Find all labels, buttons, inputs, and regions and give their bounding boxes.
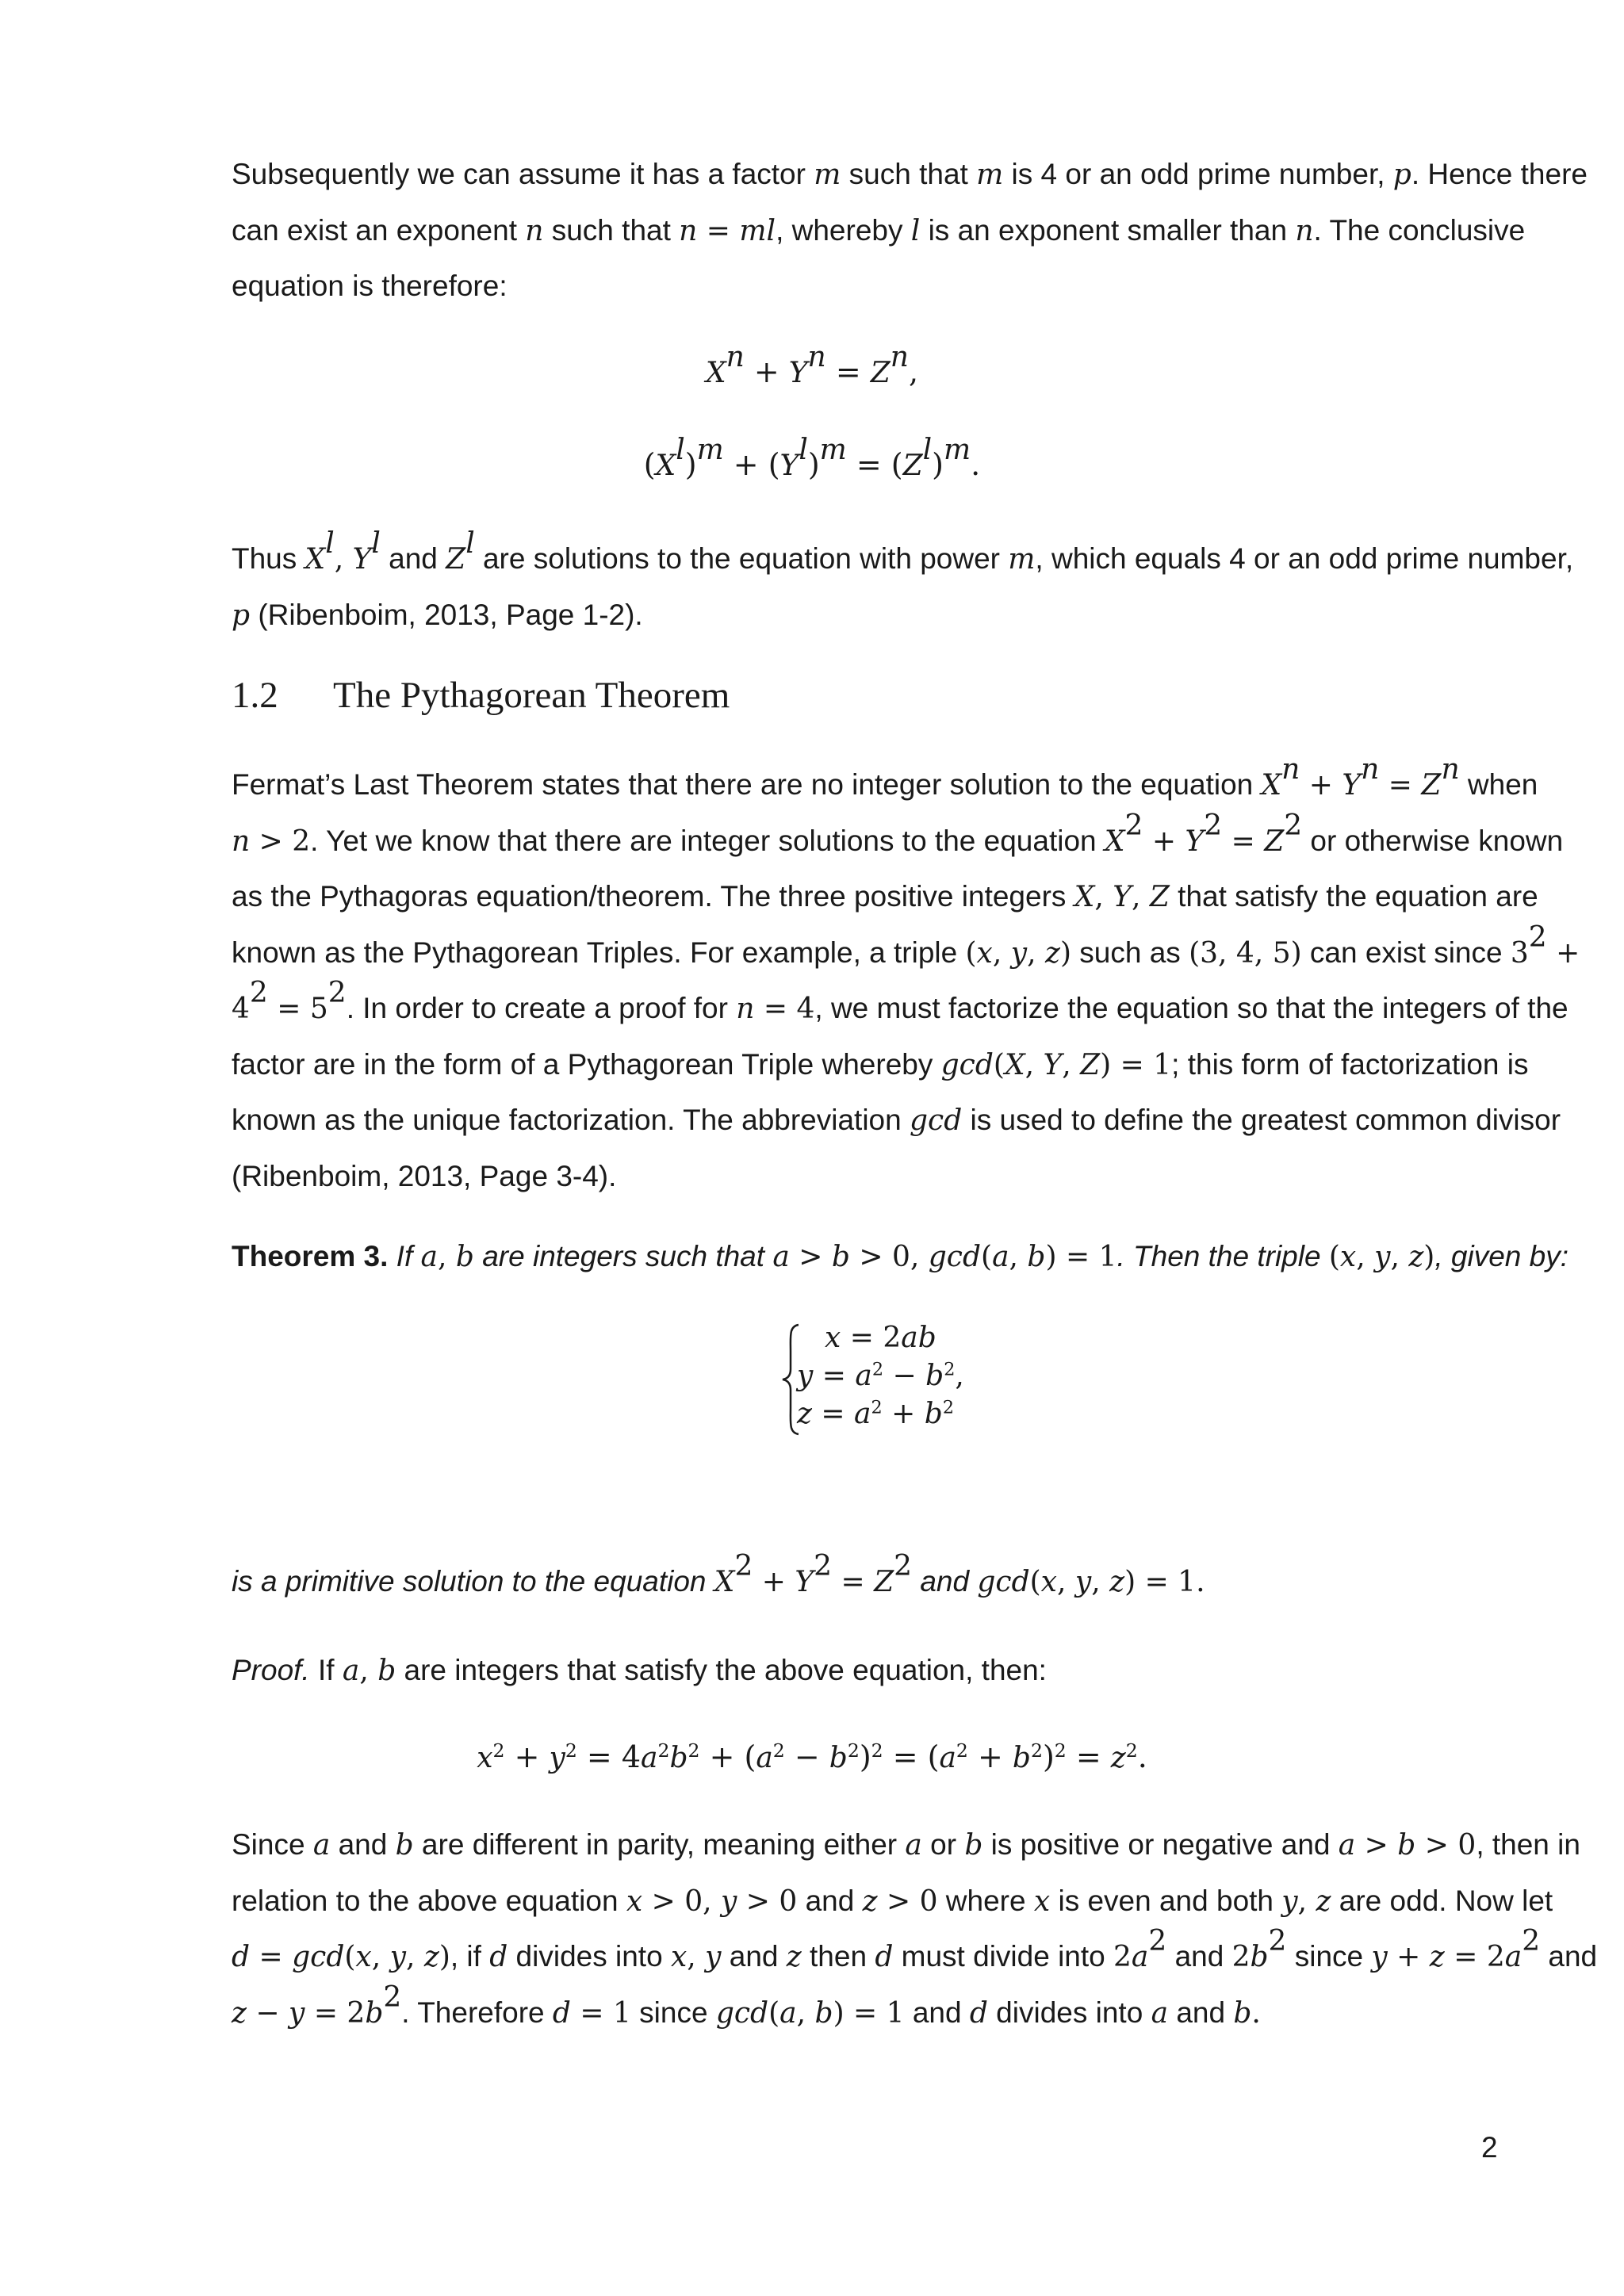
text: Since (232, 1828, 313, 1861)
text: when (1459, 768, 1538, 801)
text: is 4 or an odd prime number, (1003, 158, 1393, 190)
text: If (388, 1240, 421, 1272)
text: divides into (508, 1940, 671, 1973)
text: since (630, 1996, 716, 2029)
text: then (801, 1940, 875, 1973)
text: , whereby (776, 213, 911, 247)
theorem-statement: Theorem 3. If a, b are integers such that a > b > 0, gcd(a, b) = 1. Then the triple (x, y, z), given by: (232, 1240, 1568, 1273)
text: (Ribenboim, 2013, Page 1-2). (250, 598, 643, 631)
paragraph-factor-assumption: Subsequently we can assume it has a factor m such that m is 4 or an odd prime number, p. Hence there can exist an exponent n such that n = ml, whereby l is an exponent smaller than n. The conclusive equation is therefore: (232, 147, 1516, 314)
text: such as (1071, 936, 1189, 969)
text: factor are in the form of a Pythagorean Triple whereby (232, 1047, 941, 1081)
text: . Then the triple (1116, 1240, 1329, 1272)
text: . Therefore (401, 1996, 553, 2029)
text: and (721, 1940, 787, 1973)
text: , we must factorize the equation so that the integers of the (814, 992, 1568, 1024)
text: known as the unique factorization. The abbreviation (232, 1104, 910, 1136)
paragraph-parity-argument: Since a and b are different in parity, meaning either a or b is positive or negative and a > b > 0, then in relation to the above equation x > 0, y > 0 and z > 0 where x is even and both y, z are odd. Now let d = gcd(x, y, z), if d divides into x, y and z then d must divide into $2a^2$ and $2b^2$ since $y + z = 2a^2$ and $z - y = 2b^2$. Therefore d = 1 since gcd(a, b) = 1 and d divides into a and b. (232, 1828, 1598, 2030)
text: . Hence there (1411, 158, 1588, 190)
text: equation is therefore: (232, 270, 508, 302)
text: are odd. Now let (1331, 1884, 1553, 1917)
text: and (904, 1996, 970, 2029)
text: Subsequently we can assume it has a factor (232, 158, 814, 190)
paragraph-pythagorean: Fermat’s Last Theorem states that there are no integer solution to the equation $X^n + Y^n = Z^n$ when n > 2. Yet we know that there are integer solutions to the equation $X^2 + Y^2 = Z^2$ or otherwise known as the Pythagoras equation/theorem. The three positive integers X, Y, Z that satisfy the equation are known as the Pythagorean Triples. For example, a triple (x, y, z) such as (3, 4, 5) can exist since $3^2$ + $4^2 = 5^2$. In order to create a proof for n = 4, we must factorize the equation so that the integers of the factor are in the form of a Pythagorean Triple whereby gcd(X, Y, Z) = 1; this form of factorization is known as the unique factorization. The abbreviation gcd is used to define the greatest common divisor (Ribenboim, 2013, Page 3-4). (232, 757, 1516, 1203)
text: Fermat’s Last Theorem states that there are no integer solution to the equation (232, 768, 1262, 801)
equation-fermat: $X^n + Y^n = Z^n$, (705, 341, 919, 389)
text: are different in parity, meaning either (413, 1828, 906, 1861)
section-number: 1.2 (232, 675, 278, 716)
text: that satisfy the equation are (1169, 880, 1538, 913)
text: and (380, 542, 446, 575)
proof-intro: Proof. If a, b are integers that satisfy the above equation, then: (232, 1654, 1047, 1687)
text: , then in (1476, 1828, 1580, 1861)
text: where (937, 1884, 1034, 1917)
text: , given by: (1434, 1240, 1568, 1272)
equation-fermat-power-m: $(X^l)^m + (Y^l)^m = (Z^l)^m$. (643, 434, 981, 482)
text: must divide into (893, 1940, 1114, 1973)
text: known as the Pythagorean Triples. For example, a triple (232, 936, 966, 969)
text: or otherwise known (1302, 824, 1564, 857)
text: as the Pythagoras equation/theorem. The three positive integers (232, 880, 1074, 913)
text: and (1166, 1940, 1232, 1973)
text: are solutions to the equation with power (474, 542, 1009, 575)
section-heading (232, 674, 730, 717)
text: is positive or negative and (982, 1828, 1339, 1861)
text: (Ribenboim, 2013, Page 3-4). (232, 1159, 617, 1192)
text: such that (841, 158, 977, 190)
text: is a primitive solution to the equation (232, 1565, 714, 1598)
text: ; this form of factorization is (1171, 1047, 1529, 1081)
text: Thus (232, 542, 305, 575)
text: , if (450, 1940, 490, 1973)
proof-label: Proof. (232, 1654, 310, 1686)
section-title: The Pythagorean Theorem (333, 675, 730, 716)
theorem-conclusion: is a primitive solution to the equation $X^2 + Y^2 = Z^2$ and gcd(x, y, z) = 1. (232, 1550, 1205, 1598)
text: . The conclusive (1313, 213, 1526, 247)
text: . Yet we know that there are integer solutions to the equation (310, 824, 1105, 857)
text: , which equals 4 or an odd prime number, (1035, 542, 1574, 575)
text: If (309, 1654, 343, 1686)
text: is even and both (1050, 1884, 1282, 1917)
text: relation to the above equation (232, 1884, 626, 1917)
text: are integers such that (473, 1240, 773, 1272)
equation-proof-identity: $x^2 + y^2 = 4a^2b^2 + (a^2 - b^2)^2 = (a^2 + b^2)^2 = z^2$. (477, 1739, 1147, 1774)
text: is used to define the greatest common divisor (962, 1104, 1561, 1136)
text: and (797, 1884, 863, 1917)
text: or (921, 1828, 965, 1861)
text: and (1168, 1996, 1234, 2029)
theorem-label: Theorem 3. (232, 1240, 389, 1272)
text: and (1540, 1940, 1598, 1973)
text: divides into (987, 1996, 1151, 2029)
text: since (1286, 1940, 1372, 1973)
text: . In order to create a proof for (346, 992, 737, 1024)
paragraph-solutions-power-m: Thus $X^l$, $Y^l$ and $Z^l$ are solutions to the equation with power m, which equals 4 or an odd prime number, p (Ribenboim, 2013, Page 1-2). (232, 527, 1574, 632)
text: and (912, 1565, 978, 1598)
text: and (330, 1828, 396, 1861)
text: is an exponent smaller than (920, 213, 1296, 247)
text: can exist since (1301, 936, 1511, 969)
text: such that (543, 213, 680, 247)
text: can exist an exponent (232, 213, 526, 247)
page-number: 2 (1481, 2131, 1498, 2164)
equation-triple-parametrization: x = 2ab $y = a^2 - b^2$, $z = a^2 + b^2$ (781, 1320, 971, 1439)
text: are integers that satisfy the above equation, then: (396, 1654, 1047, 1686)
